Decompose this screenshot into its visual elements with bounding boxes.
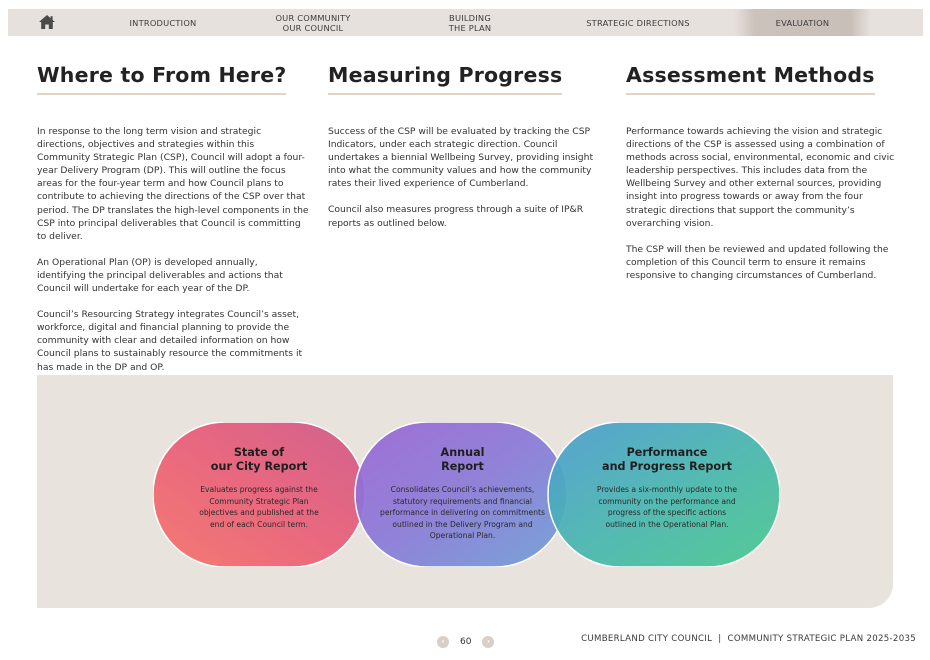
report-description: Consolidates Council’s achievements, statutory requirements and financial performance in delivering on commitments outlined in the Delivery Program and Operational Plan. [380, 485, 545, 540]
report-description: Provides a six-monthly update to the community on the performance and progress of the specific actions outlined in the Operational Plan. [596, 485, 738, 529]
top-navigation [8, 9, 923, 36]
nav-tab-evaluation[interactable]: EVALUATION [734, 9, 871, 36]
page-navigation [437, 635, 494, 649]
heading-where-to-from-here: Where to From Here? [37, 63, 286, 95]
footer-document-title: CUMBERLAND CITY COUNCIL | COMMUNITY STRATEGIC PLAN 2025-2035 [581, 634, 916, 644]
ipr-reports-diagram [153, 422, 780, 567]
column-body [328, 125, 604, 230]
nav-tab-our-community-our-council[interactable]: OUR COMMUNITY OUR COUNCIL [275, 12, 351, 33]
chevron-left-icon[interactable]: ‹ [437, 636, 449, 648]
paragraph: Success of the CSP will be evaluated by tracking the CSP Indicators, under each strategic direction. Council undertakes a biennial Wellbeing Survey, providing insight into what the community values and how the community rates their lived experience of Cumberland. [328, 126, 594, 190]
report-performance-progress [571, 422, 763, 567]
paragraph: In response to the long term vision and strategic directions, objectives and strategies within this Community Strategic Plan (CSP), Council will adopt a four-year Delivery Program (DP). This will outline the focus areas for the four-year term and how Council plans to contribute to achieving the directions of the CSP over that period. The DP translates the high-level components in the CSP into principal deliverables that Council is committing to deliver. [37, 126, 309, 242]
home-icon[interactable] [38, 14, 56, 30]
report-title: Performance and Progress Report [602, 446, 732, 473]
report-annual [365, 422, 560, 567]
nav-tab-introduction[interactable]: INTRODUCTION [129, 17, 197, 28]
paragraph: The CSP will then be reviewed and updated following the completion of this Council term to ensure it remains responsive to changing circumstances of Cumberland. [626, 243, 889, 281]
nav-tab-strategic-directions[interactable]: STRATEGIC DIRECTIONS [586, 17, 690, 28]
report-state-of-city [173, 422, 345, 567]
report-description: Evaluates progress against the Community Strategic Plan objectives and published at the end of each Council term. [199, 485, 319, 529]
heading-assessment-methods: Assessment Methods [626, 63, 875, 95]
column-body [37, 125, 309, 374]
paragraph: An Operational Plan (OP) is developed annually, identifying the principal deliverables and actions that Council will undertake for each year of the DP. [37, 256, 283, 295]
column-measuring-progress [328, 63, 604, 243]
report-title: State of our City Report [210, 446, 308, 473]
chevron-right-icon[interactable]: › [482, 636, 494, 648]
paragraph: Performance towards achieving the vision and strategic directions of the CSP is assessed using a combination of methods across social, environmental, economic and civic leadership perspectives. This includes data from the Wellbeing Survey and other external sources, providing insight into progress towards or away from the four strategic directions that support the community’s overarching vision. [626, 126, 895, 229]
page-number: 60 [460, 637, 472, 647]
column-where-to-from-here [37, 63, 309, 387]
column-body [626, 125, 898, 282]
heading-measuring-progress: Measuring Progress [328, 63, 562, 95]
column-assessment-methods [626, 63, 898, 295]
nav-tab-building-the-plan[interactable]: BUILDING THE PLAN [448, 12, 492, 33]
paragraph: Council also measures progress through a suite of IP&R reports as outlined below. [328, 204, 584, 229]
report-title: Annual Report [440, 446, 485, 473]
paragraph: Council’s Resourcing Strategy integrates Council’s asset, workforce, digital and financial planning to provide the community with clear and detailed information on how Council plans to sustainably resource the commitments it has made in the DP and OP. [37, 309, 303, 373]
